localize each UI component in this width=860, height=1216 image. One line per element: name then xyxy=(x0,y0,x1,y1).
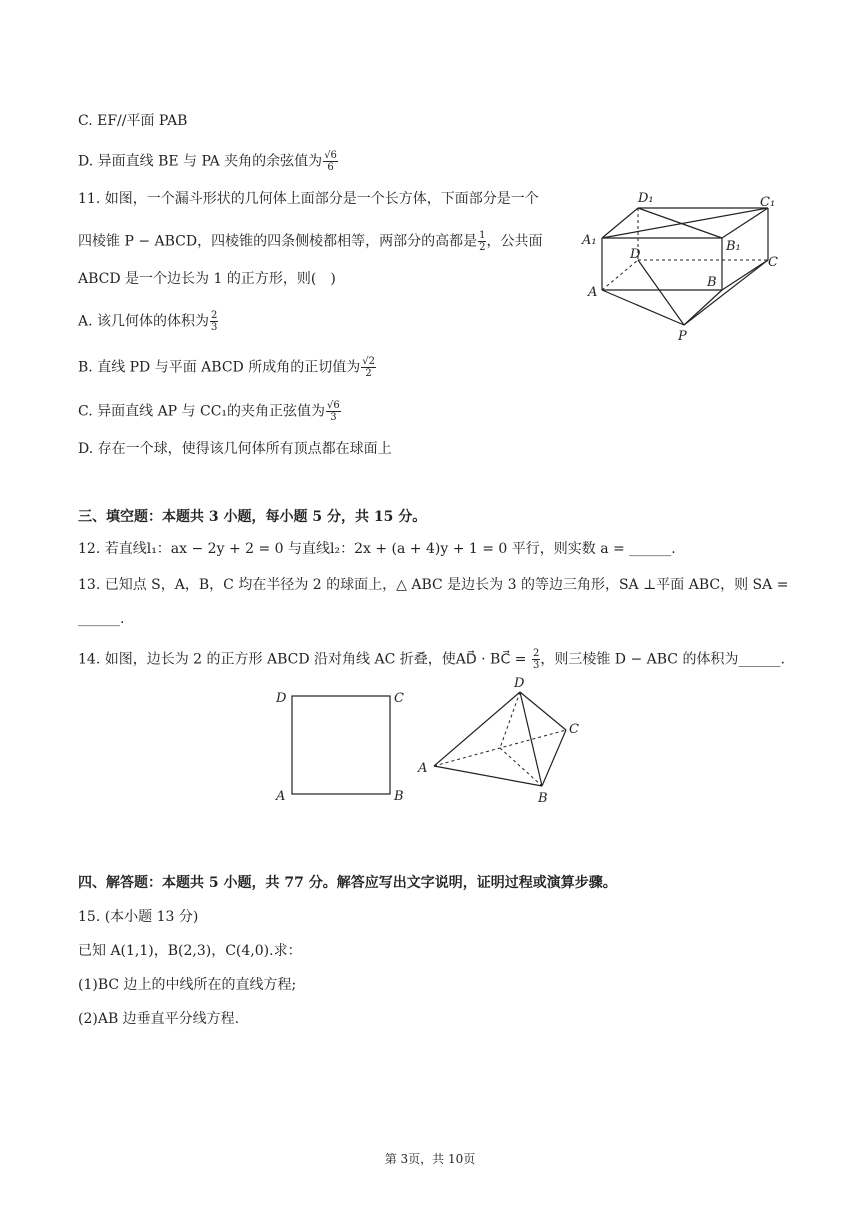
q13-line1: 13. 已知点 S，A，B，C 均在半径为 2 的球面上，△ ABC 是边长为 3 的等边三角形，SA ⊥平面 ABC，则 SA = xyxy=(78,577,789,593)
q14-text xyxy=(78,648,785,671)
square-label-c: C xyxy=(394,691,404,706)
q15-part2: (2)AB 边垂直平分线方程. xyxy=(78,1011,240,1027)
square-label-b: B xyxy=(394,789,404,804)
q11-option-a xyxy=(78,310,218,333)
pyramid-label-c: C xyxy=(569,722,579,737)
q12-text: 12. 若直线l₁：ax − 2y + 2 = 0 与直线l₂：2x + (a + 4)y + 1 = 0 平行，则实数 a = ______. xyxy=(78,541,676,557)
q11-option-b-fraction: $\frac{√2}{2}$ xyxy=(362,356,375,379)
label-p: P xyxy=(678,329,687,344)
section4-heading: 四、解答题：本题共 5 小题，共 77 分。解答应写出文字说明，证明过程或演算步骤。 xyxy=(78,875,617,891)
q15-part1: (1)BC 边上的中线所在的直线方程; xyxy=(78,977,297,993)
q10-option-d xyxy=(78,150,338,173)
q11-option-c-text: C. 异面直线 AP 与 CC₁的夹角正弦值为 xyxy=(78,403,326,420)
q15-given: 已知 A(1,1)，B(2,3)，C(4,0).求： xyxy=(78,943,302,959)
q10-option-d-fraction: $\frac{√6}{6}$ xyxy=(324,150,337,173)
q11-option-a-fraction: $\frac{2}{3}$ xyxy=(211,310,218,333)
q11-option-c-fraction: $\frac{√6}{3}$ xyxy=(327,400,340,423)
label-b: B xyxy=(707,275,717,290)
label-a1: A₁ xyxy=(582,233,597,248)
q14-pyramid-figure xyxy=(414,672,594,808)
pyramid-label-d: D xyxy=(514,676,525,691)
q10-option-c: C. EF//平面 PAB xyxy=(78,113,188,129)
pyramid-label-a: A xyxy=(418,761,428,776)
q14-vector-expression: AD⃗ · BC⃗ = xyxy=(455,651,531,668)
square-label-a: A xyxy=(276,789,286,804)
q11-option-c xyxy=(78,400,341,423)
q11-option-b xyxy=(78,356,376,379)
label-c: C xyxy=(768,255,778,270)
q10-option-d-text: D. 异面直线 BE 与 PA 夹角的余弦值为 xyxy=(78,153,323,170)
q11-height-fraction: $\frac{1}{2}$ xyxy=(479,230,486,253)
label-d: D xyxy=(630,247,641,262)
q13-line2: ______. xyxy=(78,611,125,627)
label-a: A xyxy=(588,285,598,300)
q11-stem-line2 xyxy=(78,230,542,253)
section3-heading: 三、填空题：本题共 3 小题，每小题 5 分，共 15 分。 xyxy=(78,509,427,525)
label-b1: B₁ xyxy=(726,239,741,254)
label-d1: D₁ xyxy=(638,191,654,206)
page-footer: 第 3页，共 10页 xyxy=(384,1152,476,1166)
label-c1: C₁ xyxy=(760,195,776,210)
q11-stem-line2-text: 四棱锥 P − ABCD，四棱锥的四条侧棱都相等，两部分的高都是 xyxy=(78,233,478,250)
q11-stem-line1: 11. 如图，一个漏斗形状的几何体上面部分是一个长方体，下面部分是一个 xyxy=(78,191,539,207)
pyramid-label-b: B xyxy=(538,791,548,806)
q11-stem-line3: ABCD 是一个边长为 1 的正方形，则( ) xyxy=(78,271,336,287)
q11-figure xyxy=(580,186,780,348)
q11-option-d: D. 存在一个球，使得该几何体所有顶点都在球面上 xyxy=(78,441,392,457)
q11-option-b-text: B. 直线 PD 与平面 ABCD 所成角的正切值为 xyxy=(78,359,361,376)
q14-square-figure xyxy=(272,684,412,804)
q14-text-pre: 14. 如图，边长为 2 的正方形 ABCD 沿对角线 AC 折叠，使 xyxy=(78,651,456,668)
q14-fraction: $\frac{2}{3}$ xyxy=(532,648,540,671)
square-label-d: D xyxy=(276,691,287,706)
q14-text-post: ，则三棱锥 D − ABC 的体积为______. xyxy=(540,651,785,668)
q15-title: 15. (本小题 13 分) xyxy=(78,909,199,925)
q11-option-a-text: A. 该几何体的体积为 xyxy=(78,313,210,330)
q11-stem-line2-tail: ，公共面 xyxy=(486,233,543,250)
